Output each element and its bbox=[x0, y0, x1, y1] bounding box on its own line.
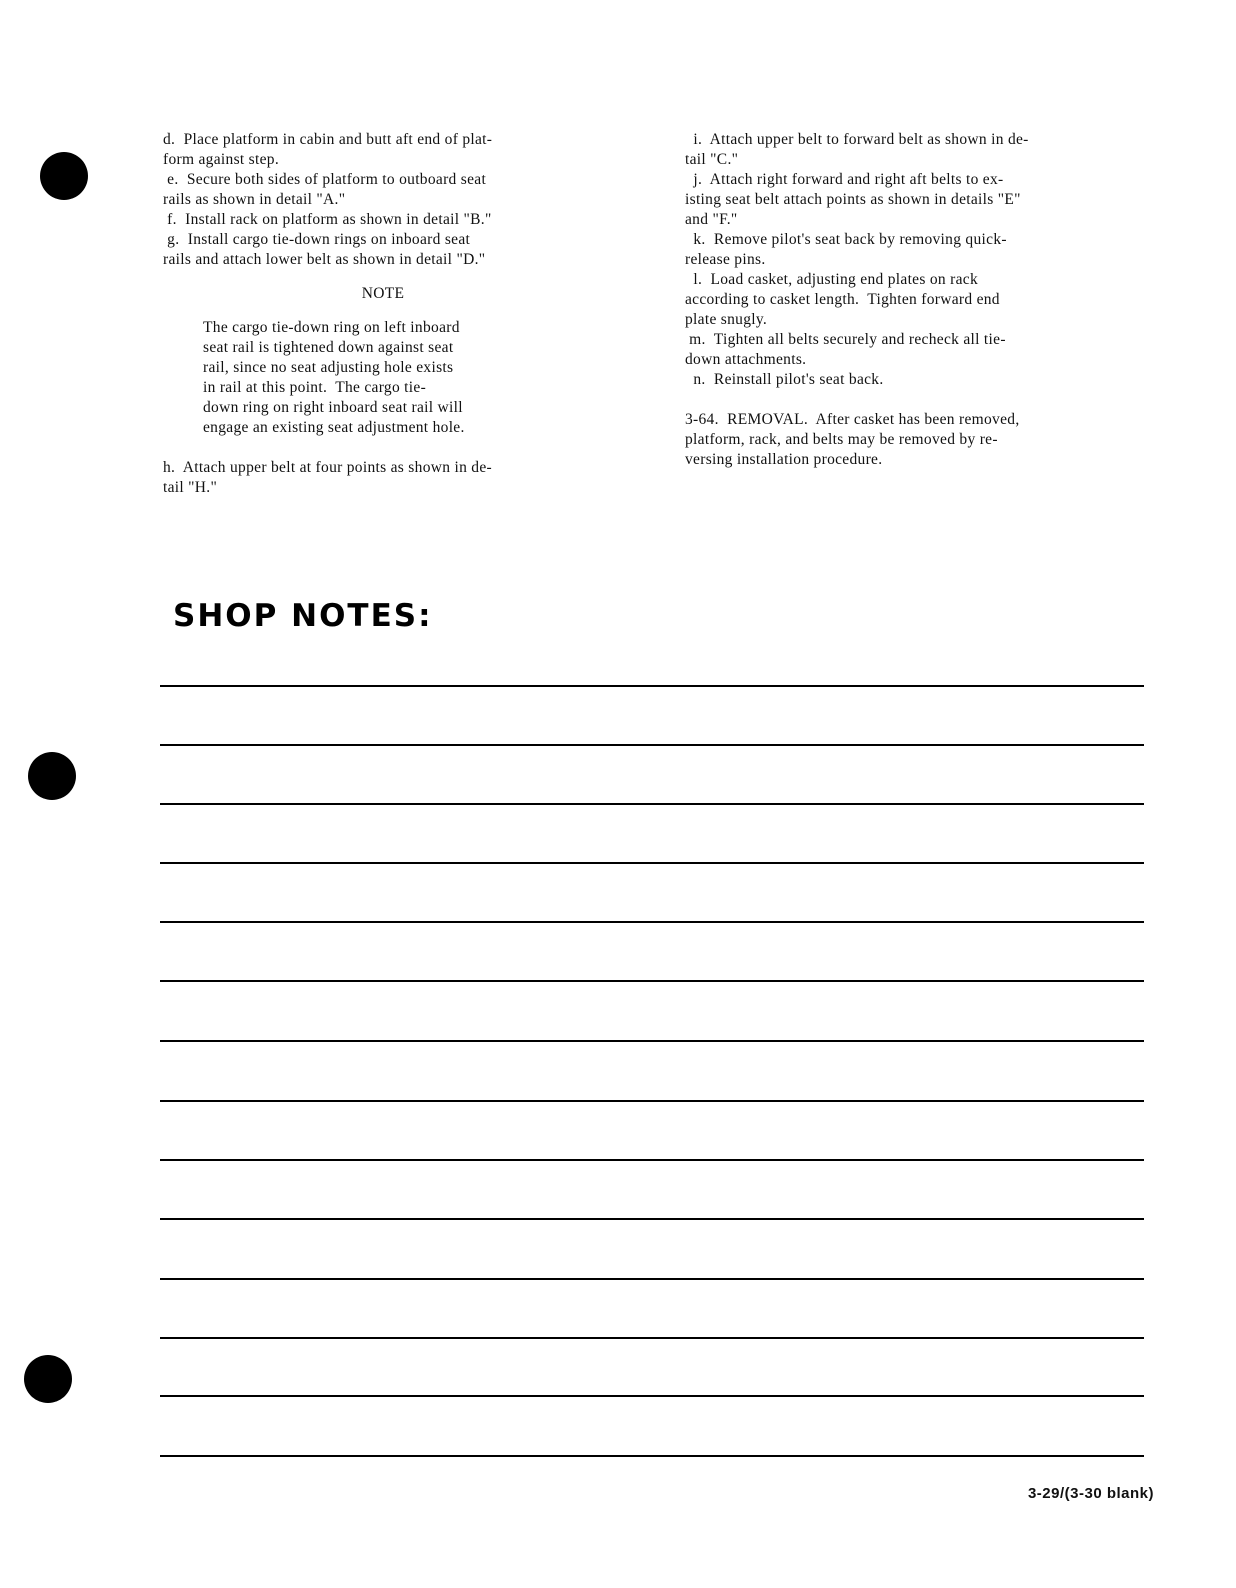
shop-notes-title: SHOP NOTES: bbox=[173, 598, 433, 634]
note-rule-line bbox=[160, 1159, 1144, 1161]
note-line: seat rail is tightened down against seat bbox=[203, 339, 454, 356]
note-line: in rail at this point. The cargo tie- bbox=[203, 379, 427, 396]
right-text-column bbox=[685, 130, 1165, 470]
note-rule-line bbox=[160, 1455, 1144, 1457]
text-line: l. Load casket, adjusting end plates on rack bbox=[685, 271, 979, 288]
text-line: plate snugly. bbox=[685, 311, 768, 328]
text-line: k. Remove pilot's seat back by removing quick- bbox=[685, 231, 1007, 248]
text-line: n. Reinstall pilot's seat back. bbox=[685, 371, 884, 388]
text-line: f. Install rack on platform as shown in detail "B." bbox=[163, 211, 492, 228]
text-line: tail "H." bbox=[163, 479, 218, 496]
note-body bbox=[163, 318, 633, 438]
note-rule-line bbox=[160, 921, 1144, 923]
note-rule-line bbox=[160, 1337, 1144, 1339]
note-heading: NOTE bbox=[361, 285, 405, 302]
binder-hole-top bbox=[40, 152, 88, 200]
text-line: down attachments. bbox=[685, 351, 807, 368]
note-rule-line bbox=[160, 1040, 1144, 1042]
note-line: down ring on right inboard seat rail will bbox=[203, 399, 463, 416]
text-line: according to casket length. Tighten forward end bbox=[685, 291, 1000, 308]
text-line: h. Attach upper belt at four points as shown in de- bbox=[163, 459, 492, 476]
text-line: isting seat belt attach points as shown in details "E" bbox=[685, 191, 1021, 208]
note-rule-line bbox=[160, 1100, 1144, 1102]
note-line: engage an existing seat adjustment hole. bbox=[203, 419, 465, 436]
text-line: e. Secure both sides of platform to outboard seat bbox=[163, 171, 487, 188]
note-rule-line bbox=[160, 980, 1144, 982]
note-rule-line bbox=[160, 685, 1144, 687]
removal-line: 3-64. REMOVAL. After casket has been removed, bbox=[685, 411, 1020, 428]
page-number: 3-29/(3-30 blank) bbox=[1027, 1485, 1154, 1502]
binder-hole-middle bbox=[28, 752, 76, 800]
left-text-column bbox=[163, 130, 633, 498]
text-line: rails and attach lower belt as shown in detail "D." bbox=[163, 251, 486, 268]
note-line: The cargo tie-down ring on left inboard bbox=[203, 319, 460, 336]
binder-hole-bottom bbox=[24, 1355, 72, 1403]
text-line: g. Install cargo tie-down rings on inboard seat bbox=[163, 231, 471, 248]
note-rule-line bbox=[160, 1395, 1144, 1397]
removal-line: platform, rack, and belts may be removed by re- bbox=[685, 431, 998, 448]
text-line: rails as shown in detail "A." bbox=[163, 191, 346, 208]
note-rule-line bbox=[160, 803, 1144, 805]
text-line: d. Place platform in cabin and butt aft end of plat- bbox=[163, 131, 493, 148]
note-rule-line bbox=[160, 1218, 1144, 1220]
text-line: and "F." bbox=[685, 211, 738, 228]
removal-line: versing installation procedure. bbox=[685, 451, 883, 468]
text-line: tail "C." bbox=[685, 151, 739, 168]
text-line: form against step. bbox=[163, 151, 280, 168]
text-line: j. Attach right forward and right aft belts to ex- bbox=[685, 171, 1004, 188]
text-line: release pins. bbox=[685, 251, 766, 268]
note-rule-line bbox=[160, 862, 1144, 864]
note-rule-line bbox=[160, 1278, 1144, 1280]
text-line: m. Tighten all belts securely and recheck all tie- bbox=[685, 331, 1006, 348]
text-line: i. Attach upper belt to forward belt as shown in de- bbox=[685, 131, 1029, 148]
note-line: rail, since no seat adjusting hole exists bbox=[203, 359, 454, 376]
note-rule-line bbox=[160, 744, 1144, 746]
